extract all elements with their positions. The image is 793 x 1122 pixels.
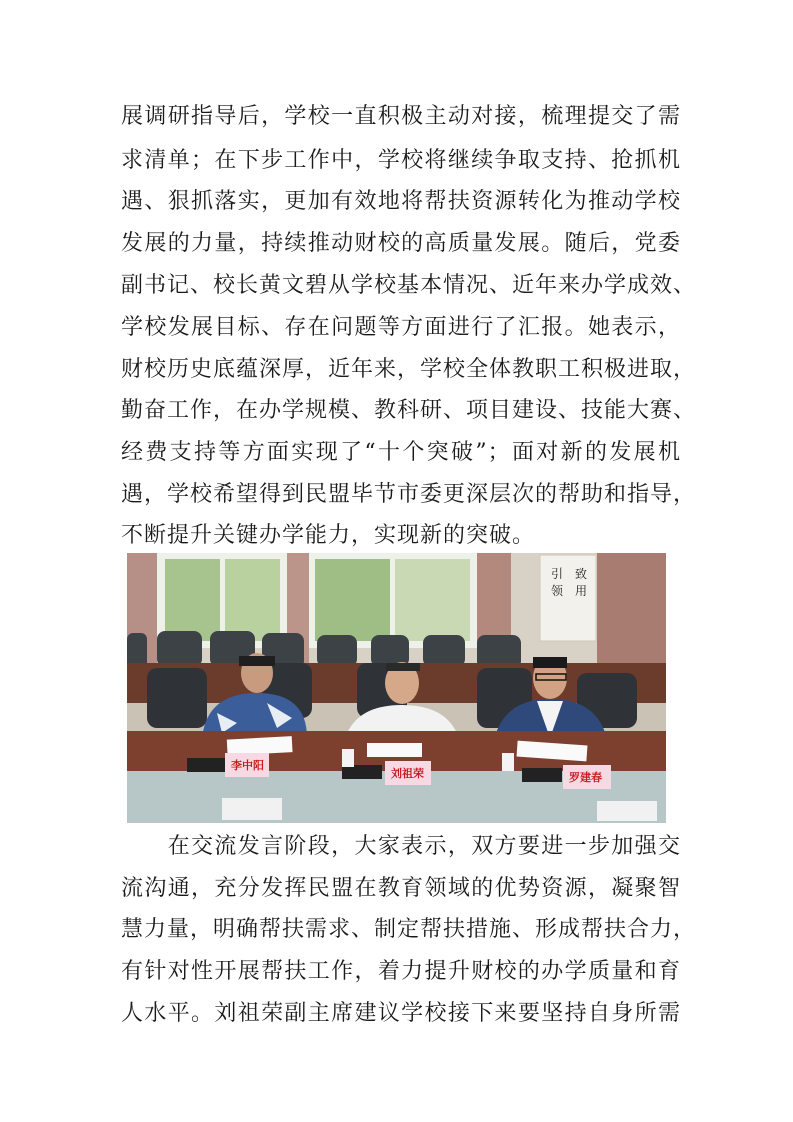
nameplate-2: 刘祖荣	[391, 767, 424, 780]
text-line: 展调研指导后，学校一直积极主动对接，梳理提交了需	[121, 104, 681, 129]
text-line: 遇、狠抓落实，更加有效地将帮扶资源转化为推动学校	[121, 189, 681, 214]
text-line: 流沟通，充分发挥民盟在教育领域的优势资源，凝聚智	[121, 876, 681, 901]
text-line: 人水平。刘祖荣副主席建议学校接下来要坚持自身所需	[121, 1001, 681, 1026]
text-line: 求清单；在下步工作中，学校将继续争取支持、抢抓机	[121, 148, 681, 173]
svg-text:引: 引	[551, 567, 564, 581]
text-line: 不断提升关键办学能力，实现新的突破。	[121, 523, 536, 548]
text-line: 发展的力量，持续推动财校的高质量发展。随后，党委	[121, 231, 681, 256]
svg-text:领: 领	[551, 584, 564, 598]
meeting-photo	[127, 553, 666, 823]
nameplate-3: 罗建春	[569, 771, 602, 784]
text-line: 副书记、校长黄文碧从学校基本情况、近年来办学成效、	[121, 273, 697, 298]
text-line: 遇，学校希望得到民盟毕节市委更深层次的帮助和指导，	[121, 482, 697, 507]
svg-text:用: 用	[575, 584, 588, 598]
nameplate-1: 李中阳	[231, 759, 264, 772]
text-line: 慧力量，明确帮扶需求、制定帮扶措施、形成帮扶合力，	[121, 917, 697, 942]
text-line: 学校发展目标、存在问题等方面进行了汇报。她表示，	[121, 315, 681, 340]
text-line: 在交流发言阶段，大家表示，双方要进一步加强交	[121, 834, 681, 859]
text-line: 财校历史底蕴深厚，近年来，学校全体教职工积极进取，	[121, 357, 697, 382]
text-line: 有针对性开展帮扶工作，着力提升财校的办学质量和育	[121, 959, 681, 984]
text-line: 经费支持等方面实现了“十个突破”；面对新的发展机	[121, 440, 681, 465]
svg-text:致: 致	[575, 567, 588, 581]
text-line: 勤奋工作，在办学规模、教科研、项目建设、技能大赛、	[121, 398, 697, 423]
